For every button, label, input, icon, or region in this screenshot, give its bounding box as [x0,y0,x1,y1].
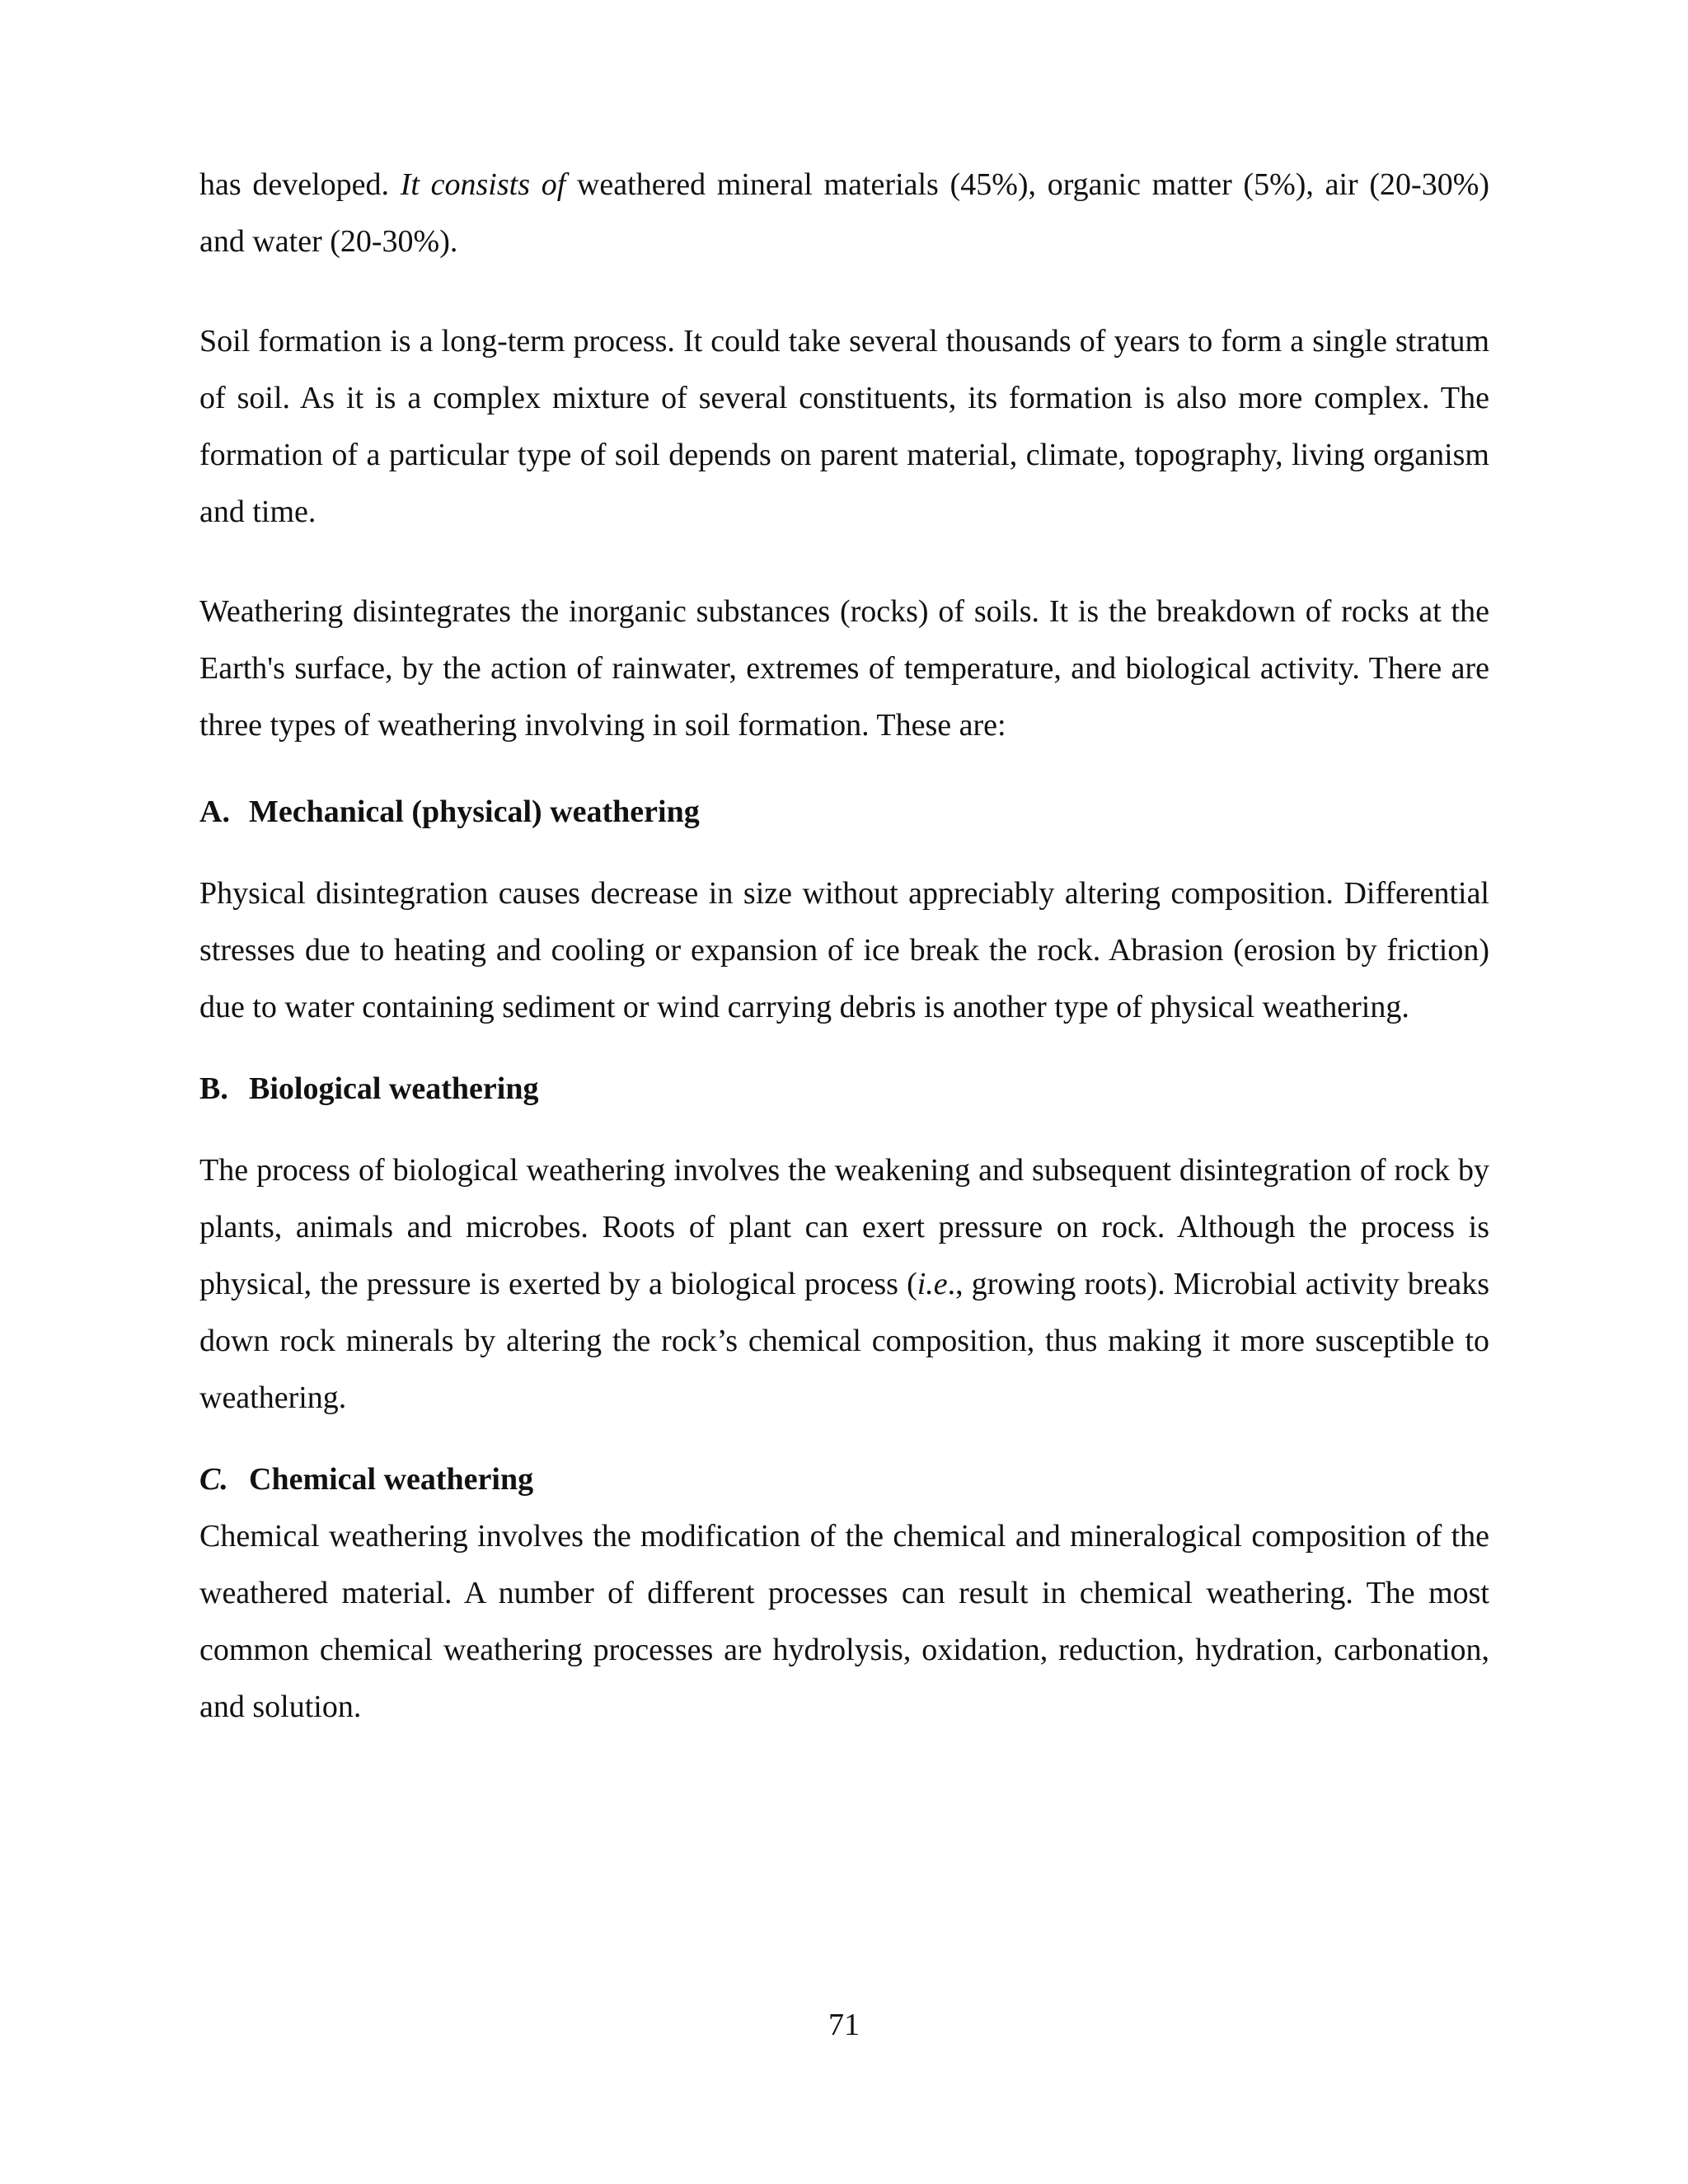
biological-text-end: ., growing roots). Microbial activity breaks down rock minerals by altering the rock’s chemical composition, thus making it more susceptible to weathering. [199,1267,1489,1415]
heading-chemical-weathering [199,1451,1489,1508]
heading-letter-c: C. [199,1462,228,1497]
paragraph-intro [199,157,1489,270]
heading-biological-weathering [199,1061,1489,1118]
biological-text-start: The process of biological weathering involves the weakening and subsequent disintegration of rock by plants, animals and microbes. Roots of plant can exert pressure on rock. Although the process is physical, the pressure is exerted by a biological process ( [199,1153,1489,1301]
heading-title-c: Chemical weathering [249,1462,534,1497]
heading-letter-b: B. [199,1071,228,1106]
paragraph-biological-weathering [199,1142,1489,1427]
intro-italic-phrase: It consists of [400,167,566,202]
heading-title-a: Mechanical (physical) weathering [249,794,700,829]
intro-text-end: weathered mineral materials (45%), organic matter (5%), air (20-30%) and water (20-30%). [199,167,1490,259]
biological-italic-ie: i.e [917,1267,948,1301]
paragraph-weathering: Weathering disintegrates the inorganic substances (rocks) of soils. It is the breakdown of rocks at the Earth's surface, by the action of rainwater, extremes of temperature, and biological activity. There are three types of weathering involving in soil formation. These are: [199,594,1489,743]
page-content [199,157,1489,1736]
paragraph-chemical-weathering: Chemical weathering involves the modification of the chemical and mineralogical composition of the weathered material. A number of different processes can result in chemical weathering. The most common chemical weathering processes are hydrolysis, oxidation, reduction, hydration, carbonation, and solution. [199,1519,1489,1724]
paragraph-mechanical-weathering: Physical disintegration causes decrease in size without appreciably altering composition. Differential stresses due to heating and cooling or expansion of ice break the rock. Abrasion (erosion by friction) due to water containing sediment or wind carrying debris is another type of physical weathering. [199,876,1489,1024]
heading-mechanical-weathering [199,784,1489,841]
heading-letter-a: A. [199,794,230,829]
paragraph-soil-formation: Soil formation is a long-term process. It could take several thousands of years to form a single stratum of soil. As it is a complex mixture of several constituents, its formation is also more complex. The formation of a particular type of soil depends on parent material, climate, topography, living organism and time. [199,324,1489,529]
page-number: 71 [828,2008,860,2042]
heading-title-b: Biological weathering [249,1071,539,1106]
intro-text-start: has developed. [199,167,401,202]
